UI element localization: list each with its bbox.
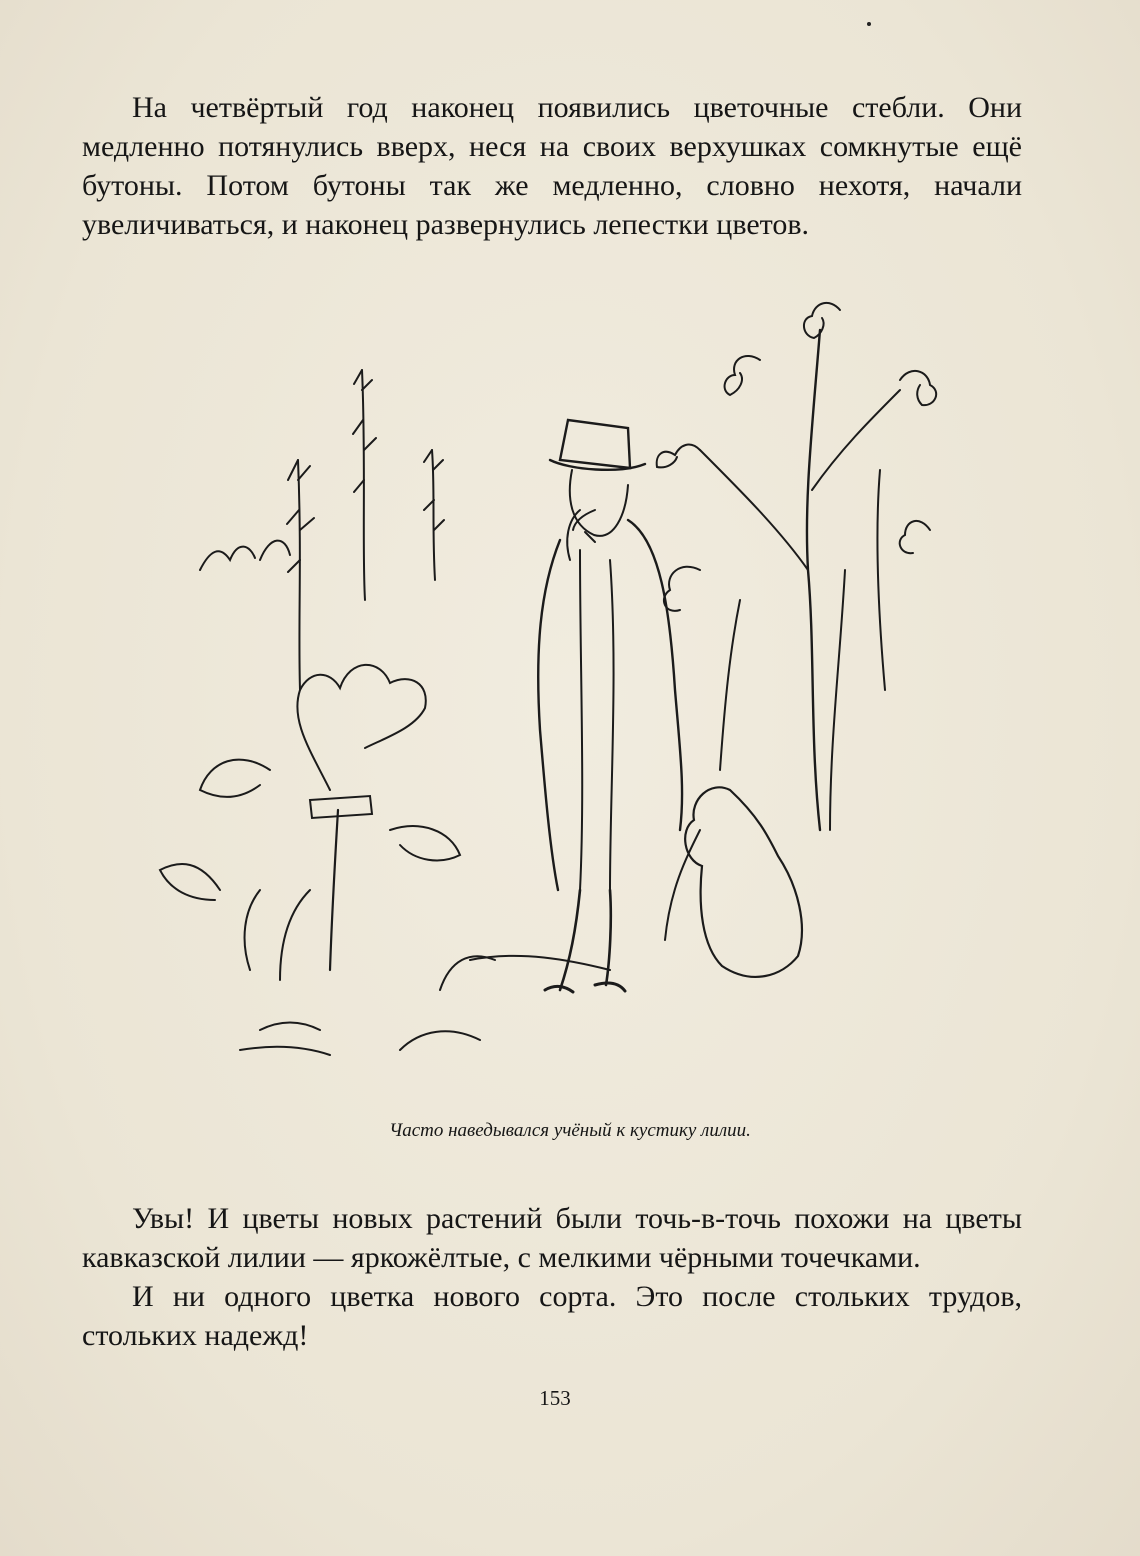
paragraph: Увы! И цветы новых растений были точь-в-точь похожи на цветы кавказской лилии — яркожёлтые, с мелкими чёрными точечками. (82, 1202, 1022, 1274)
paragraph: И ни одного цветка нового сорта. Это после стольких трудов, стольких надежд! (82, 1280, 1022, 1352)
top-text (82, 88, 1022, 244)
paragraph: На четвёртый год наконец появились цветочные стебли. Они медленно потянулись вверх, неся на своих верхушках сомкнутые ещё бутоны. Потом бутоны так же медленно, словно нехотя, начали увеличиваться, и наконец развернулись лепестки цветов. (82, 91, 1022, 241)
print-speck (867, 22, 871, 26)
illustration-caption: Часто наведывался учёный к кустику лилии. (389, 1120, 751, 1141)
bottom-text (82, 1199, 1022, 1355)
ink-illustration-scientist-by-lily (140, 270, 980, 1110)
page-number: 153 (539, 1386, 571, 1410)
